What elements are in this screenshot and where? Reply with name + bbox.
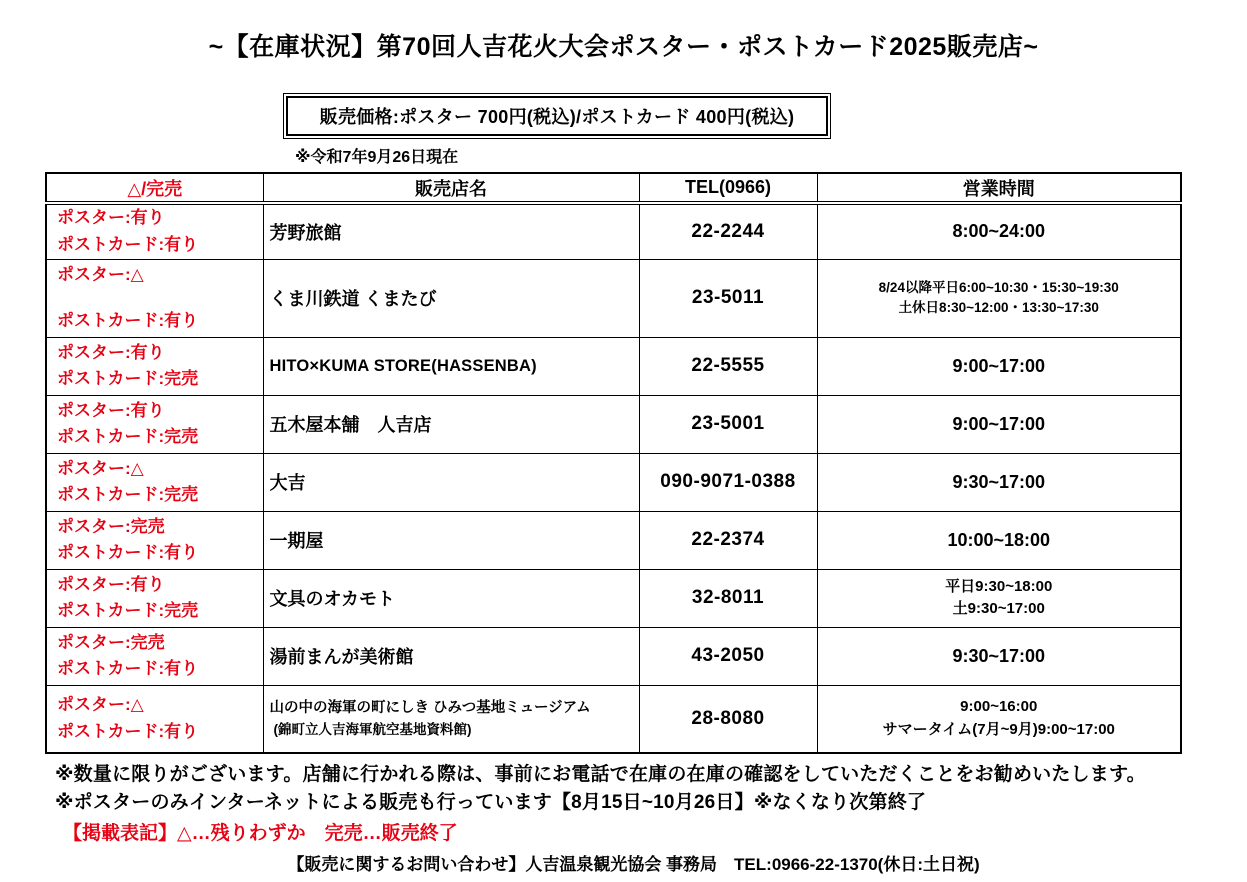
postcard-stock: ポストカード:有り [57, 543, 199, 562]
tel-number: 090-9071-0388 [639, 453, 817, 511]
tel-number: 22-2374 [639, 511, 817, 569]
hours-line: 9:00~17:00 [952, 355, 1046, 376]
stock-table [45, 172, 1182, 754]
table-row [46, 453, 1181, 511]
stock-status-cell [46, 203, 263, 259]
poster-stock: ポスター:有り [57, 208, 165, 228]
as-of-date: ※令和7年9月26日現在 [295, 149, 459, 166]
store-name: 大吉 [263, 453, 639, 511]
store-name [263, 685, 639, 753]
table-row [46, 569, 1181, 627]
hours-line: サマータイム(7月~9月)9:00~17:00 [882, 720, 1115, 738]
hours-line: 9:00~16:00 [960, 698, 1038, 716]
business-hours [817, 259, 1181, 337]
stock-status-cell [46, 259, 263, 337]
business-hours [817, 395, 1181, 453]
store-name: くま川鉄道 くまたび [263, 259, 639, 337]
table-row [46, 511, 1181, 569]
store-name-line: (錦町立人吉海軍航空基地資料館) [273, 721, 472, 737]
table-row [46, 337, 1181, 395]
table-row [46, 259, 1181, 337]
poster-stock: ポスター:△ [57, 458, 144, 478]
header-tel: TEL(0966) [639, 173, 817, 203]
poster-stock: ポスター:△ [57, 695, 144, 715]
postcard-stock: ポストカード:完売 [57, 601, 199, 620]
postcard-stock: ポストカード:完売 [57, 485, 199, 504]
postcard-stock: ポストカード:有り [57, 311, 199, 330]
store-name: HITO×KUMA STORE(HASSENBA) [263, 337, 639, 395]
store-name: 一期屋 [263, 511, 639, 569]
poster-stock: ポスター:有り [57, 400, 165, 420]
stock-status-cell [46, 569, 263, 627]
hours-line: 10:00~18:00 [947, 529, 1051, 550]
poster-stock: ポスター:△ [57, 264, 144, 284]
contact-note: 【販売に関するお問い合わせ】人吉温泉観光協会 事務局 TEL:0966-22-1370(休日:土日祝) [287, 855, 980, 875]
price-text: 販売価格:ポスター 700円(税込)/ポストカード 400円(税込) [286, 96, 828, 136]
page-title: ~【在庫状況】第70回人吉花火大会ポスター・ポストカード2025販売店~ [208, 33, 1039, 61]
hours-line: 9:30~17:00 [952, 645, 1046, 666]
poster-stock: ポスター:有り [57, 574, 165, 594]
note-internet-sales: ※ポスターのみインターネットによる販売も行っています【8月15日~10月26日】※なくなり次第終了 [55, 791, 927, 813]
store-name: 芳野旅館 [263, 203, 639, 259]
table-row [46, 203, 1181, 259]
hours-line: 土9:30~17:00 [952, 600, 1045, 617]
price-box [283, 93, 831, 139]
table-row [46, 685, 1181, 753]
hours-line: 9:00~17:00 [952, 413, 1046, 434]
business-hours [817, 685, 1181, 753]
poster-stock: ポスター:完売 [57, 632, 165, 652]
header-store: 販売店名 [263, 173, 639, 203]
business-hours [817, 569, 1181, 627]
store-name: 湯前まんが美術館 [263, 627, 639, 685]
store-name: 五木屋本舗 人吉店 [263, 395, 639, 453]
postcard-stock: ポストカード:有り [57, 234, 199, 254]
tel-number: 23-5001 [639, 395, 817, 453]
hours-line: 土休日8:30~12:00・13:30~17:30 [898, 300, 1099, 315]
business-hours [817, 337, 1181, 395]
hours-line: 9:30~17:00 [952, 471, 1046, 492]
table-row [46, 395, 1181, 453]
hours-line: 8/24以降平日6:00~10:30・15:30~19:30 [878, 279, 1119, 295]
tel-number: 22-5555 [639, 337, 817, 395]
header-stock: △/完売 [46, 173, 263, 203]
poster-stock: ポスター:有り [57, 342, 165, 362]
business-hours [817, 627, 1181, 685]
tel-number: 32-8011 [639, 569, 817, 627]
business-hours [817, 511, 1181, 569]
postcard-stock: ポストカード:有り [57, 659, 199, 678]
header-hours: 営業時間 [817, 173, 1181, 203]
tel-number: 43-2050 [639, 627, 817, 685]
poster-stock: ポスター:完売 [57, 516, 165, 536]
table-header-row [46, 173, 1181, 203]
legend-note: 【掲載表記】△…残りわずか 完売…販売終了 [63, 823, 458, 845]
postcard-stock: ポストカード:完売 [57, 427, 199, 446]
hours-line: 平日9:30~18:00 [945, 577, 1053, 595]
postcard-stock: ポストカード:完売 [57, 369, 199, 388]
stock-status-cell [46, 337, 263, 395]
stock-status-cell [46, 685, 263, 753]
stock-status-cell [46, 511, 263, 569]
tel-number: 28-8080 [639, 685, 817, 753]
note-quantity: ※数量に限りがございます。店舗に行かれる際は、事前にお電話で在庫の在庫の確認をしていただくことをお勧めいたします。 [55, 764, 1146, 785]
stock-status-cell [46, 627, 263, 685]
tel-number: 22-2244 [639, 203, 817, 259]
table-row [46, 627, 1181, 685]
business-hours [817, 453, 1181, 511]
store-name-line: 山の中の海軍の町にしき ひみつ基地ミュージアム [269, 699, 591, 716]
hours-line: 8:00~24:00 [952, 221, 1046, 242]
store-name: 文具のオカモト [263, 569, 639, 627]
stock-status-cell [46, 395, 263, 453]
postcard-stock: ポストカード:有り [57, 721, 199, 741]
tel-number: 23-5011 [639, 259, 817, 337]
business-hours [817, 203, 1181, 259]
stock-status-cell [46, 453, 263, 511]
